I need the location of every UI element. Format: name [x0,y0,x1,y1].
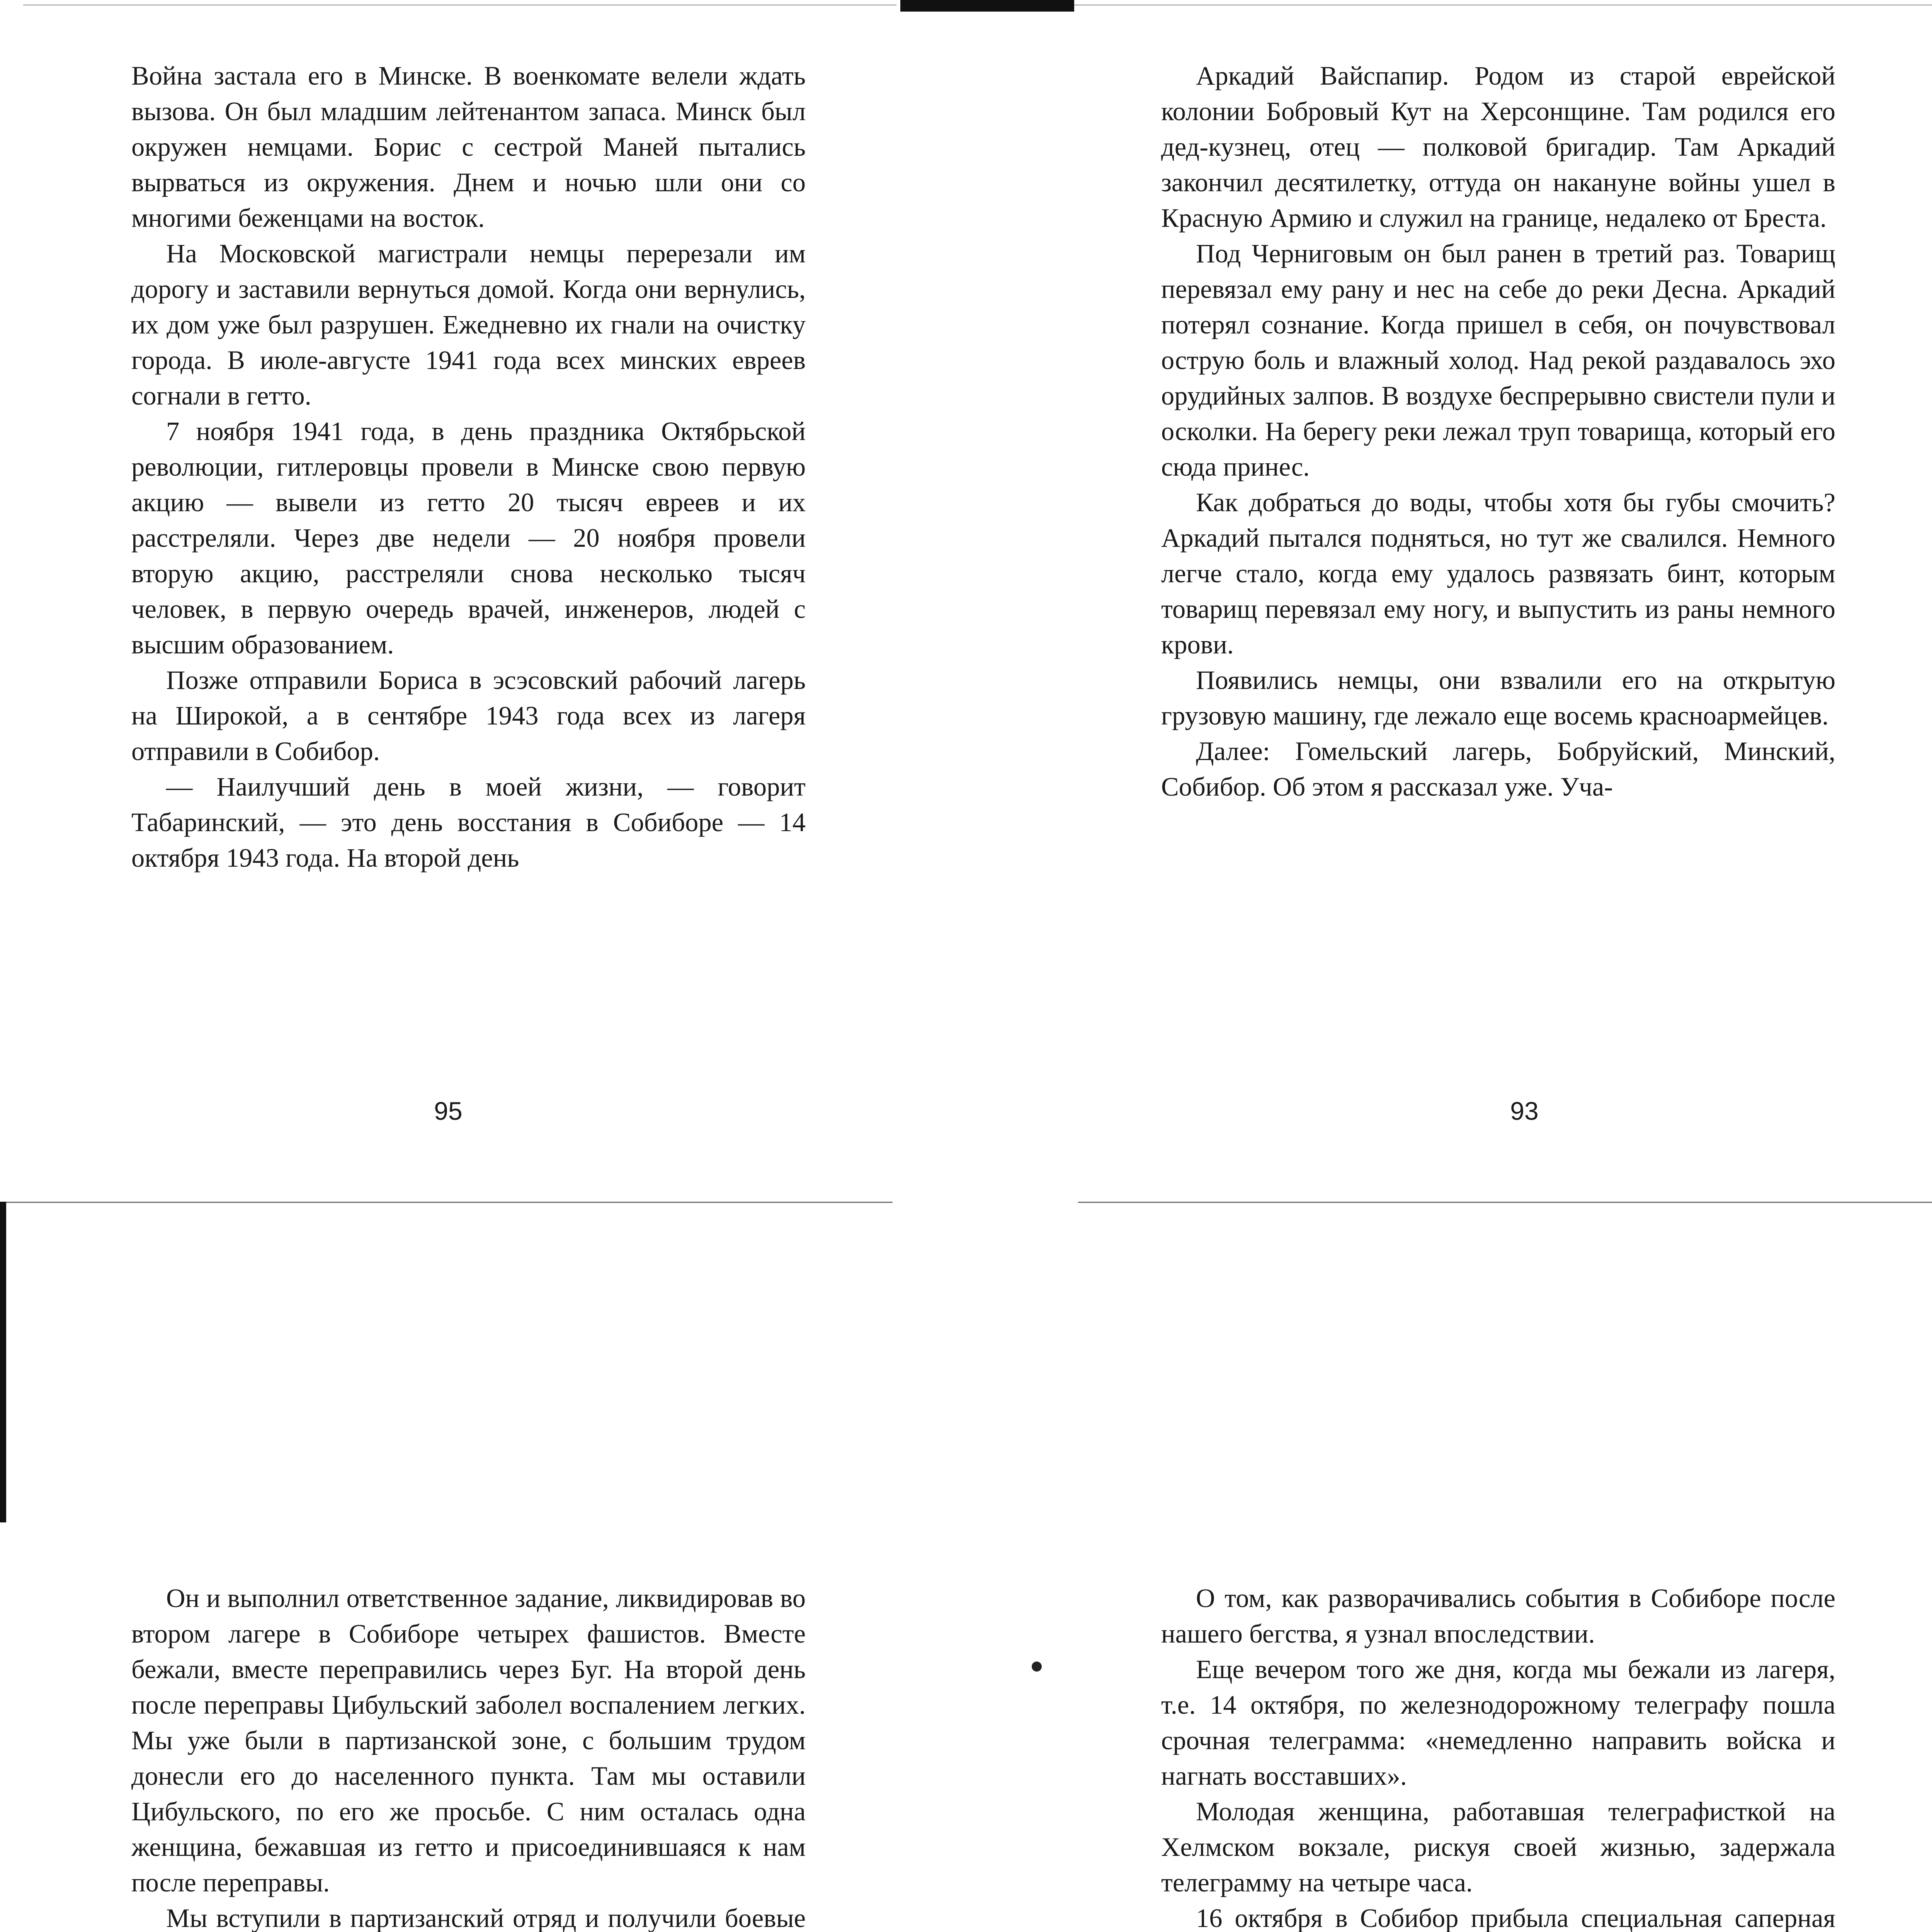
paragraph: — Наилучший день в моей жизни, — говорит Табаринский, — это день восстания в Собиборе — 14 октября 1943 года. На второй день [131,772,806,872]
paragraph: Как добраться до воды, чтобы хотя бы губы смочить? Аркадий пытался подняться, но тут же свалился. Немного легче стало, когда ему удалось развязать бинт, которым товарищ перевязал ему ногу, и выпустить из раны немного крови. [1161,488,1835,659]
page-number: 93 [1510,1097,1539,1125]
paragraph: Аркадий Вайспапир. Родом из старой еврейской колонии Бобровый Кут на Херсонщине. Там родился его дед-кузнец, отец — полковой бригадир. Там Аркадий закончил десятилетку, оттуда он накануне войны ушел в Красную Армию и служил на границе, недалеко от Бреста. [1161,61,1835,233]
book-page-95 [131,58,806,876]
paragraph: На Московской магистрали немцы перерезали им дорогу и заставили вернуться домой. Когда они вернулись, их дом уже был разрушен. Ежедневно их гнали на очистку города. В июле-августе 1941 года всех минских евреев согнали в гетто. [131,239,806,410]
scan-edge-bar-top [900,0,1074,12]
paragraph: 16 октября в Собибор прибыла специальная саперная [1196,1903,1835,1932]
scan-edge-bar-left [0,1202,6,1522]
page-divider-middle-left [0,1202,893,1203]
scan-speck [1032,1662,1042,1672]
paragraph: Мы вступили в партизанский отряд и получили боевые [166,1903,806,1932]
paragraph: Далее: Гомельский лагерь, Бобруйский, Минский, Собибор. Об этом я рассказал уже. Уча- [1161,736,1835,801]
paragraph: Появились немцы, они взвалили его на открытую грузовую машину, где лежало еще восемь красноармейцев. [1161,665,1835,730]
paragraph: Молодая женщина, работавшая телеграфисткой на Хелмском вокзале, рискуя своей жизнью, задержала телеграмму на четыре часа. [1161,1797,1835,1897]
book-page-93 [1161,58,1835,804]
page-divider-middle-right [1078,1202,1932,1203]
paragraph: 7 ноября 1941 года, в день праздника Октябрьской революции, гитлеровцы провели в Минске свою первую акцию — вывели из гетто 20 тысяч евреев и их расстреляли. Через две недели — 20 ноября провели вторую акцию, расстреляли снова несколько тысяч человек, в первую очередь врачей, инженеров, людей с высшим образованием. [131,417,806,659]
paragraph: Война застала его в Минске. В военкомате велели ждать вызова. Он был младшим лейтенантом запаса. Минск был окружен немцами. Борис с сестрой Маней пытались вырваться из окружения. Днем и ночью шли они со многими беженцами на восток. [131,61,806,233]
paragraph: О том, как разворачивались события в Собиборе после нашего бегства, я узнал впоследствии. [1161,1583,1835,1648]
paragraph: Еще вечером того же дня, когда мы бежали из лагеря, т.е. 14 октября, по железнодорожному телеграфу пошла срочная телеграмма: «немедленно направить войска и нагнать восставших». [1161,1655,1835,1791]
paragraph: Он и выполнил ответственное задание, ликвидировав во втором лагере в Собиборе четырех фашистов. Вместе бежали, вместе переправились через Буг. На второй день после переправы Цибульский заболел воспалением легких. Мы уже были в партизанской зоне, с большим трудом донесли его до населенного пункта. Там мы оставили Цибульского, по его же просьбе. С ним осталась одна женщина, бежавшая из гетто и присоединившаяся к нам после переправы. [131,1583,806,1897]
paragraph: Позже отправили Бориса в эсэсовский рабочий лагерь на Широкой, а в сентябре 1943 года всех из лагеря отправили в Собибор. [131,665,806,766]
paragraph: Под Черниговым он был ранен в третий раз. Товарищ перевязал ему рану и нес на себе до реки Десна. Аркадий потерял сознание. Когда пришел в себя, он почувствовал острую боль и влажный холод. Над рекой раздавалось эхо орудийных залпов. В воздухе беспрерывно свистели пули и осколки. На берегу реки лежал труп товарища, который его сюда принес. [1161,239,1835,481]
page-number: 95 [434,1097,463,1125]
book-page-90 [1161,1580,1835,1932]
book-page-92 [131,1580,806,1932]
